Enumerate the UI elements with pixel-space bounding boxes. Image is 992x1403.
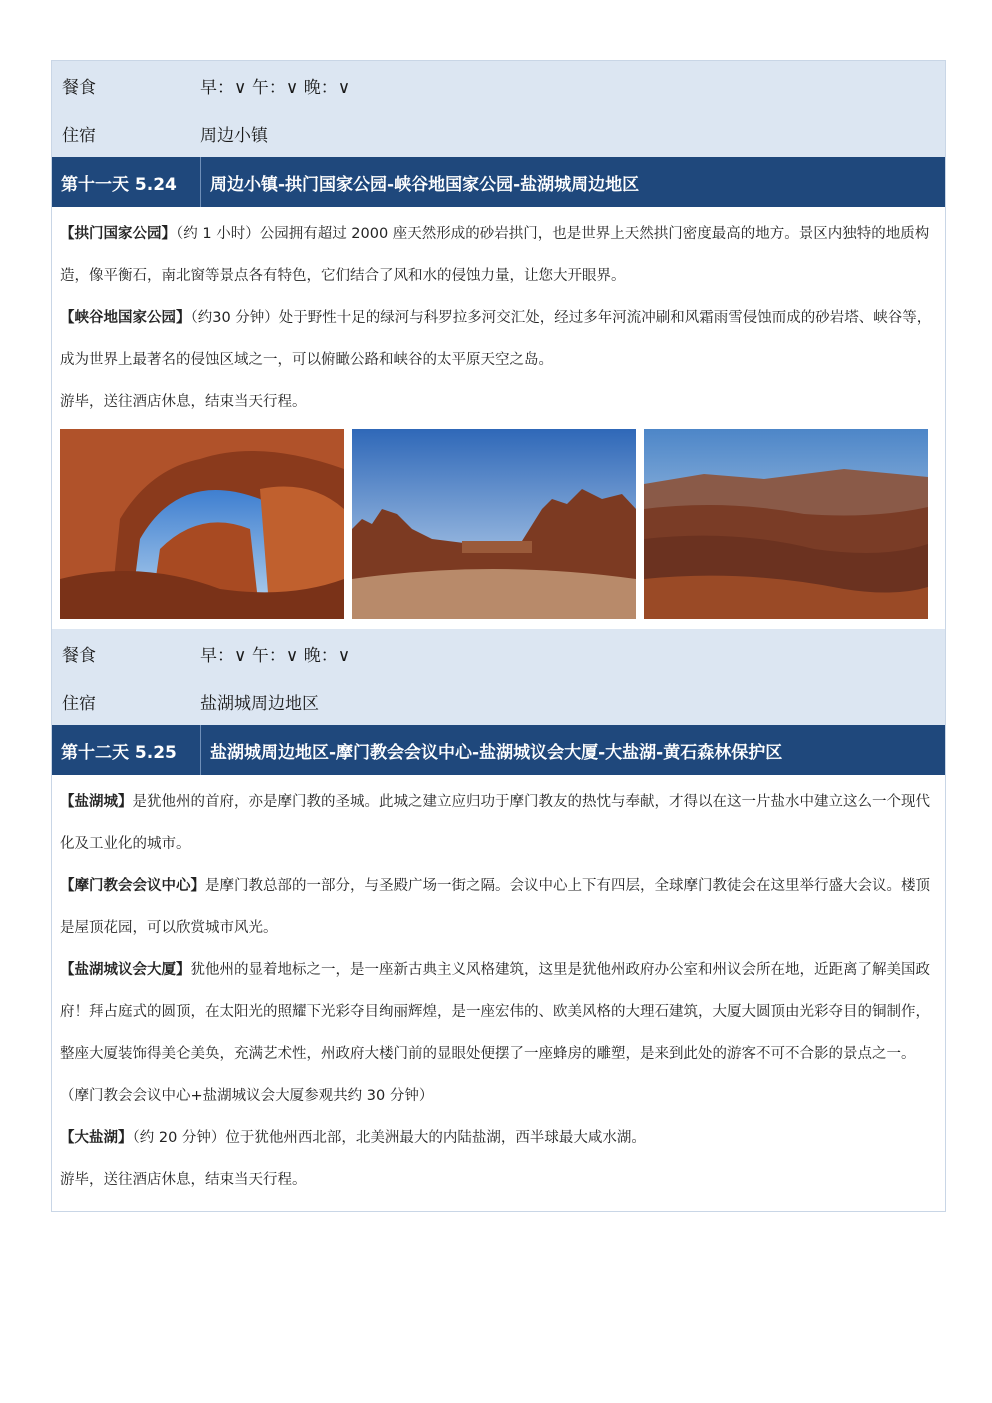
meal-value: 早：∨ 午：∨ 晚：∨ [200,645,351,666]
paragraph-text: （约30 分钟）处于野性十足的绿河与科罗拉多河交汇处，经过多年河流冲刷和风霜雨雪侵蚀而成的砂岩塔、峡谷等，成为世界上最著名的侵蚀区域之一，可以俯瞰公路和峡谷的太平原天空之岛。 [60,310,932,368]
attraction-name: 【摩门教会会议中心】 [60,878,205,894]
hotel-row [52,109,945,157]
paragraph-text: 是犹他州的首府，亦是摩门教的圣城。此城之建立应归功于摩门教友的热忱与奉献，才得以在这一片盐水中建立这么一个现代化及工业化的城市。 [60,794,930,852]
photo-strip [60,423,937,619]
itinerary-table [51,60,946,1212]
paragraph [60,1117,937,1159]
day-header-12 [52,725,945,775]
day-route: 盐湖城周边地区-摩门教会会议中心-盐湖城议会大厦-大盐湖-黄石森林保护区 [210,742,783,763]
hotel-value: 周边小镇 [200,125,268,146]
paragraph [60,865,937,949]
attraction-name: 【大盐湖】 [60,1130,133,1146]
paragraph-text: （约 20 分钟）位于犹他州西北部，北美洲最大的内陆盐湖，西半球最大咸水湖。 [132,1130,646,1146]
day-content-11 [52,207,945,629]
canyon-photo [644,429,928,619]
paragraph-text: 是摩门教总部的一部分，与圣殿广场一街之隔。会议中心上下有四层，全球摩门教徒会在这里举行盛大会议。楼顶是屋顶花园，可以欣赏城市风光。 [60,878,930,936]
day-header-11 [52,157,945,207]
paragraph: 游毕，送往酒店休息，结束当天行程。 [60,394,307,410]
arch-photo [60,429,344,619]
attraction-name: 【峡谷地国家公园】 [60,310,191,326]
attraction-name: 【盐湖城议会大厦】 [60,962,191,978]
hotel-value: 盐湖城周边地区 [200,693,319,714]
canyon-image [644,429,928,619]
paragraph-text: 犹他州的显着地标之一，是一座新古典主义风格建筑，这里是犹他州政府办公室和州议会所在地，近距离了解美国政府！拜占庭式的圆顶，在太阳光的照耀下光彩夺目绚丽辉煌，是一座宏伟的、欧美风格的大理石建筑，大厦大圆顶由光彩夺目的铜制作，整座大厦装饰得美仑美奂，充满艺术性，州政府大楼门前的显眼处便摆了一座蜂房的雕塑，是来到此处的游客不可不合影的景点之一。 [60,962,930,1062]
paragraph [60,297,937,381]
rock-towers-image [352,429,636,619]
paragraph: （摩门教会会议中心+盐湖城议会大厦参观共约 30 分钟） [60,1088,434,1104]
hotel-label: 住宿 [62,693,96,714]
day-content-12 [52,775,945,1211]
meal-row [52,629,945,677]
day-route: 周边小镇-拱门国家公园-峡谷地国家公园-盐湖城周边地区 [210,174,640,195]
paragraph [60,213,937,297]
hotel-row [52,677,945,725]
meal-value: 早：∨ 午：∨ 晚：∨ [200,77,351,98]
meal-label: 餐食 [62,645,96,666]
paragraph [60,949,937,1075]
hotel-label: 住宿 [62,125,96,146]
paragraph-text: （约 1 小时）公园拥有超过 2000 座天然形成的砂岩拱门，也是世界上天然拱门密度最高的地方。景区内独特的地质构造，像平衡石，南北窗等景点各有特色，它们结合了风和水的侵蚀力量，让您大开眼界。 [60,226,930,284]
meal-row [52,61,945,109]
rock-towers-photo [352,429,636,619]
arch-image [60,429,344,619]
attraction-name: 【拱门国家公园】 [60,226,176,242]
paragraph: 游毕，送往酒店休息，结束当天行程。 [60,1172,307,1188]
day-number: 第十一天 5.24 [52,157,201,207]
attraction-name: 【盐湖城】 [60,794,133,810]
meal-label: 餐食 [62,77,96,98]
day-number: 第十二天 5.25 [52,725,201,775]
paragraph [60,781,937,865]
